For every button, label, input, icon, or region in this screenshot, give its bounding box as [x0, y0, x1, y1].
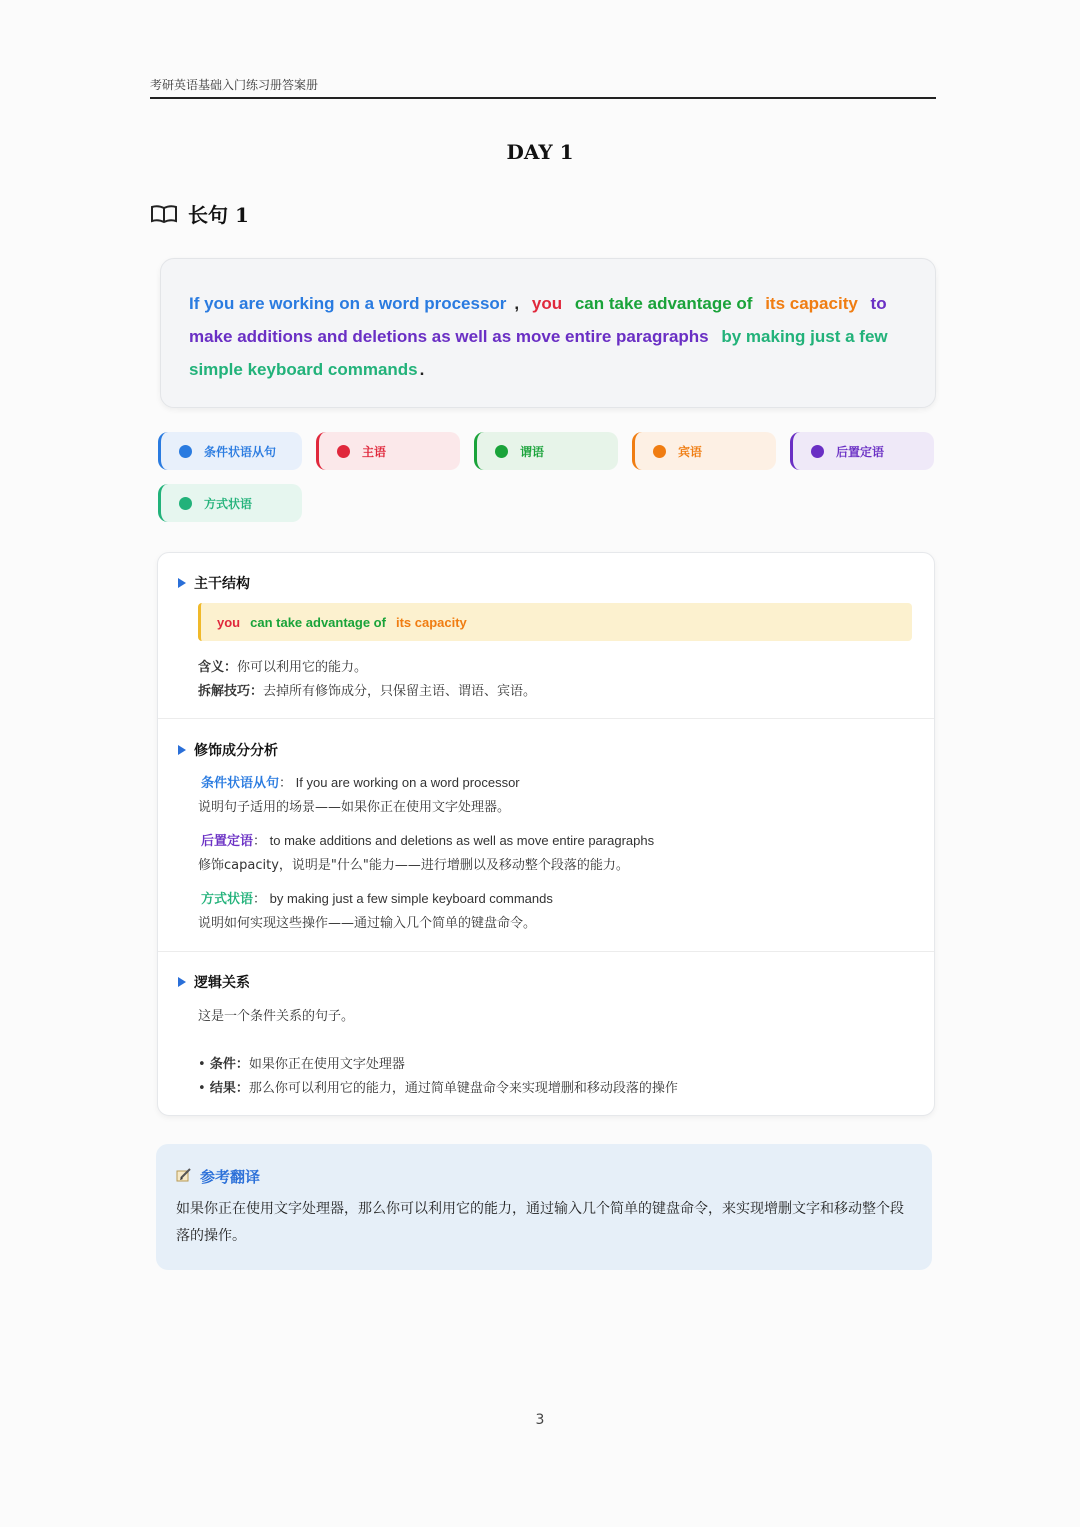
- triangle-bullet-icon: [178, 578, 186, 588]
- meaning-label: 含义：: [198, 660, 238, 675]
- modifier-english: to make additions and deletions as well as move entire paragraphs: [269, 833, 655, 848]
- modifier-item: 后置定语： to make additions and deletions as well as move entire paragraphs: [201, 833, 655, 849]
- segment-period: .: [419, 360, 425, 379]
- core-structure-box: [198, 603, 912, 641]
- legend-dot: [179, 497, 192, 510]
- legend-label: 条件状语从句: [204, 444, 277, 459]
- modifiers-heading: [178, 740, 278, 760]
- translation-heading: [176, 1166, 260, 1187]
- divider: [158, 951, 934, 952]
- core-subject: you: [217, 614, 241, 630]
- modifier-english: by making just a few simple keyboard commands: [269, 891, 553, 906]
- legend-dot: [337, 445, 350, 458]
- segment-object: its capacity: [765, 294, 858, 313]
- page-number: 3: [535, 1412, 545, 1428]
- modifier-note: 修饰capacity，说明是"什么"能力——进行增删以及移动整个段落的能力。: [198, 858, 629, 873]
- legend-label: 宾语: [678, 444, 703, 459]
- logic-bullet: • 结果：那么你可以利用它的能力，通过简单键盘命令来实现增删和移动段落的操作: [198, 1081, 678, 1096]
- logic-title: 逻辑关系: [194, 975, 250, 991]
- tip-line: [198, 680, 536, 699]
- legend-item-condition: [158, 432, 302, 470]
- running-title: 考研英语基础入门练习册答案册: [150, 78, 319, 92]
- legend-item-postpositive: [790, 432, 934, 470]
- day-title: DAY 1: [506, 140, 574, 164]
- main-structure-title: 主干结构: [194, 576, 250, 592]
- legend-label: 后置定语: [836, 444, 885, 459]
- legend-dot: [495, 445, 508, 458]
- logic-bullet-text: 那么你可以利用它的能力，通过简单键盘命令来实现增删和移动段落的操作: [248, 1081, 678, 1096]
- core-predicate: can take advantage of: [250, 614, 386, 630]
- legend-dot: [179, 445, 192, 458]
- modifier-item: 条件状语从句： If you are working on a word processor: [201, 775, 520, 791]
- tip-label: 拆解技巧：: [198, 684, 264, 699]
- logic-heading: [178, 972, 250, 992]
- sentence-card: [160, 258, 936, 408]
- segment-postpositive-attribute: to make additions and deletions as well as move entire paragraphs: [189, 294, 887, 346]
- segment-subject: you: [531, 294, 563, 313]
- legend-label: 谓语: [520, 444, 545, 459]
- legend-label: 主语: [362, 444, 387, 459]
- legend-dot: [653, 445, 666, 458]
- legend-dot: [811, 445, 824, 458]
- translation-text: 如果你正在使用文字处理器，那么你可以利用它的能力，通过输入几个简单的键盘命令，来实现增删文字和移动整个段落的操作。: [176, 1201, 904, 1244]
- tip-text: 去掉所有修饰成分，只保留主语、谓语、宾语。: [263, 684, 537, 699]
- modifier-english: If you are working on a word processor: [295, 775, 520, 790]
- analysis-card: [157, 552, 935, 1116]
- translation-title: 参考翻译: [200, 1168, 261, 1186]
- modifier-name: 方式状语: [201, 892, 254, 907]
- modifier-note: 说明如何实现这些操作——通过输入几个简单的键盘命令。: [198, 916, 537, 931]
- segment-comma: ,: [514, 294, 520, 313]
- section-heading: [150, 199, 249, 228]
- legend-item-manner: [158, 484, 302, 522]
- modifier-item: 方式状语： by making just a few simple keyboard commands: [201, 891, 553, 907]
- section-title: 长句 1: [188, 203, 249, 227]
- divider: [158, 718, 934, 719]
- main-structure-heading: [178, 573, 250, 593]
- legend-label: 方式状语: [204, 496, 253, 511]
- segment-manner-adverbial: by making just a few simple keyboard commands: [189, 327, 888, 379]
- logic-intro: 这是一个条件关系的句子。: [198, 1009, 355, 1024]
- legend-item-subject: [316, 432, 460, 470]
- segment-predicate: can take advantage of: [574, 294, 753, 313]
- modifier-name: 后置定语: [201, 834, 254, 849]
- pencil-memo-icon: [176, 1168, 192, 1186]
- meaning-text: 你可以利用它的能力。: [237, 660, 368, 675]
- segment-condition-clause: If you are working on a word processor: [189, 294, 507, 313]
- running-header: [150, 76, 936, 99]
- modifier-note: 说明句子适用的场景——如果你正在使用文字处理器。: [198, 800, 511, 815]
- triangle-bullet-icon: [178, 977, 186, 987]
- logic-bullet-label: 条件：: [209, 1057, 249, 1072]
- open-book-icon: [150, 204, 178, 224]
- meaning-line: [198, 656, 367, 675]
- modifiers-title: 修饰成分分析: [194, 743, 278, 759]
- modifier-name: 条件状语从句: [201, 776, 280, 791]
- legend-item-object: [632, 432, 776, 470]
- core-object: its capacity: [395, 614, 467, 630]
- logic-bullet: • 条件：如果你正在使用文字处理器: [198, 1057, 405, 1072]
- translation-card: [156, 1144, 932, 1270]
- logic-bullet-text: 如果你正在使用文字处理器: [248, 1057, 405, 1072]
- long-sentence: [189, 287, 907, 386]
- triangle-bullet-icon: [178, 745, 186, 755]
- logic-bullet-label: 结果：: [209, 1081, 249, 1096]
- legend-item-predicate: [474, 432, 618, 470]
